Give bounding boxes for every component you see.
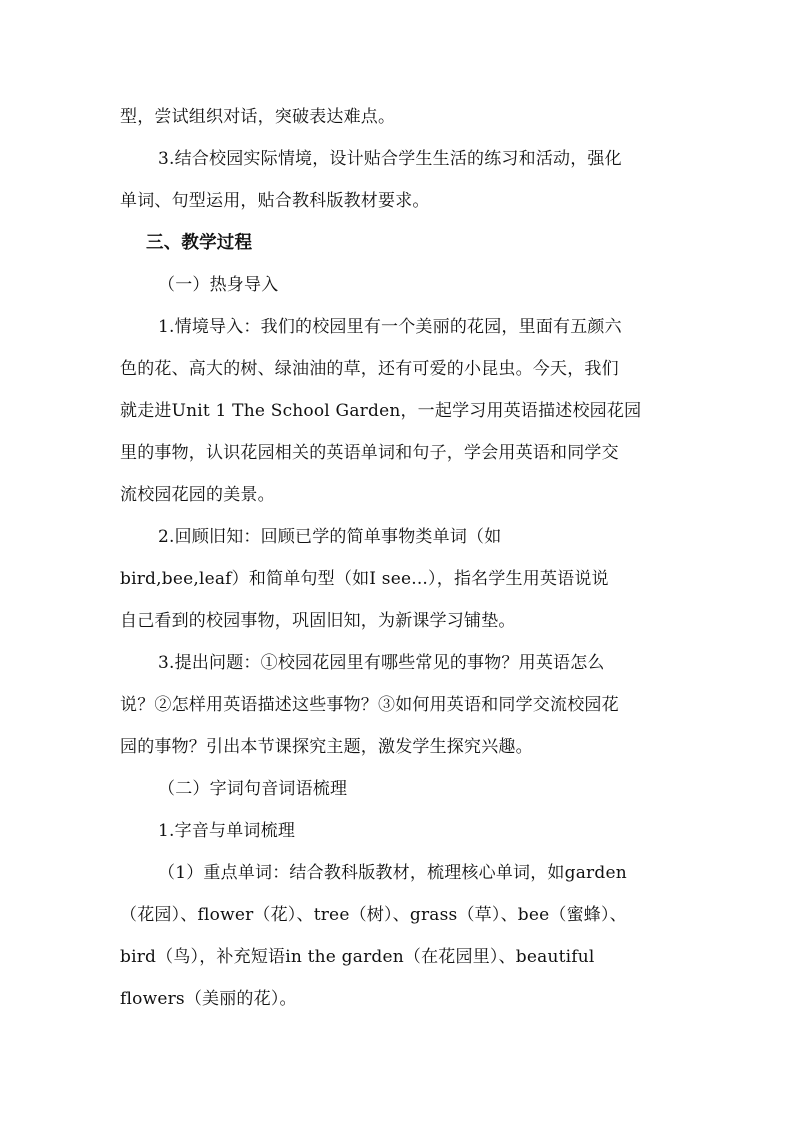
- paragraph-line: （1）重点单词：结合教科版教材，梳理核心单词，如garden: [158, 863, 627, 883]
- section-heading: 三、教学过程: [146, 233, 253, 253]
- paragraph-line: 流校园花园的美景。: [120, 485, 275, 505]
- paragraph-line: 1.情境导入：我们的校园里有一个美丽的花园，里面有五颜六: [158, 317, 622, 337]
- subsection-heading: （二）字词句音词语梳理: [158, 779, 348, 799]
- paragraph-line: bird（鸟），补充短语in the garden（在花园里）、beautiful: [120, 947, 595, 967]
- paragraph-line: flowers（美丽的花）。: [120, 989, 297, 1009]
- paragraph-line: 单词、句型运用，贴合教科版教材要求。: [120, 191, 430, 211]
- paragraph-line: 1.字音与单词梳理: [158, 821, 296, 841]
- paragraph-line: 自己看到的校园事物，巩固旧知，为新课学习铺垫。: [120, 611, 516, 631]
- paragraph-line: 园的事物？引出本节课探究主题，激发学生探究兴趣。: [120, 737, 533, 757]
- paragraph-line: （花园）、flower（花）、tree（树）、grass（草）、bee（蜜蜂）、: [120, 905, 627, 925]
- paragraph-line: 型，尝试组织对话，突破表达难点。: [120, 107, 396, 127]
- paragraph-line: bird,bee,leaf）和简单句型（如I see...），指名学生用英语说说: [120, 569, 609, 589]
- paragraph-line: 3.结合校园实际情境，设计贴合学生生活的练习和活动，强化: [158, 149, 622, 169]
- paragraph-line: 3.提出问题：①校园花园里有哪些常见的事物？用英语怎么: [158, 653, 605, 673]
- paragraph-line: 说？②怎样用英语描述这些事物？③如何用英语和同学交流校园花: [120, 695, 619, 715]
- paragraph-line: 色的花、高大的树、绿油油的草，还有可爱的小昆虫。今天，我们: [120, 359, 619, 379]
- paragraph-line: 就走进Unit 1 The School Garden，一起学习用英语描述校园花园: [120, 401, 642, 421]
- paragraph-line: 里的事物，认识花园相关的英语单词和句子，学会用英语和同学交: [120, 443, 619, 463]
- subsection-heading: （一）热身导入: [158, 275, 279, 295]
- paragraph-line: 2.回顾旧知：回顾已学的简单事物类单词（如: [158, 527, 502, 547]
